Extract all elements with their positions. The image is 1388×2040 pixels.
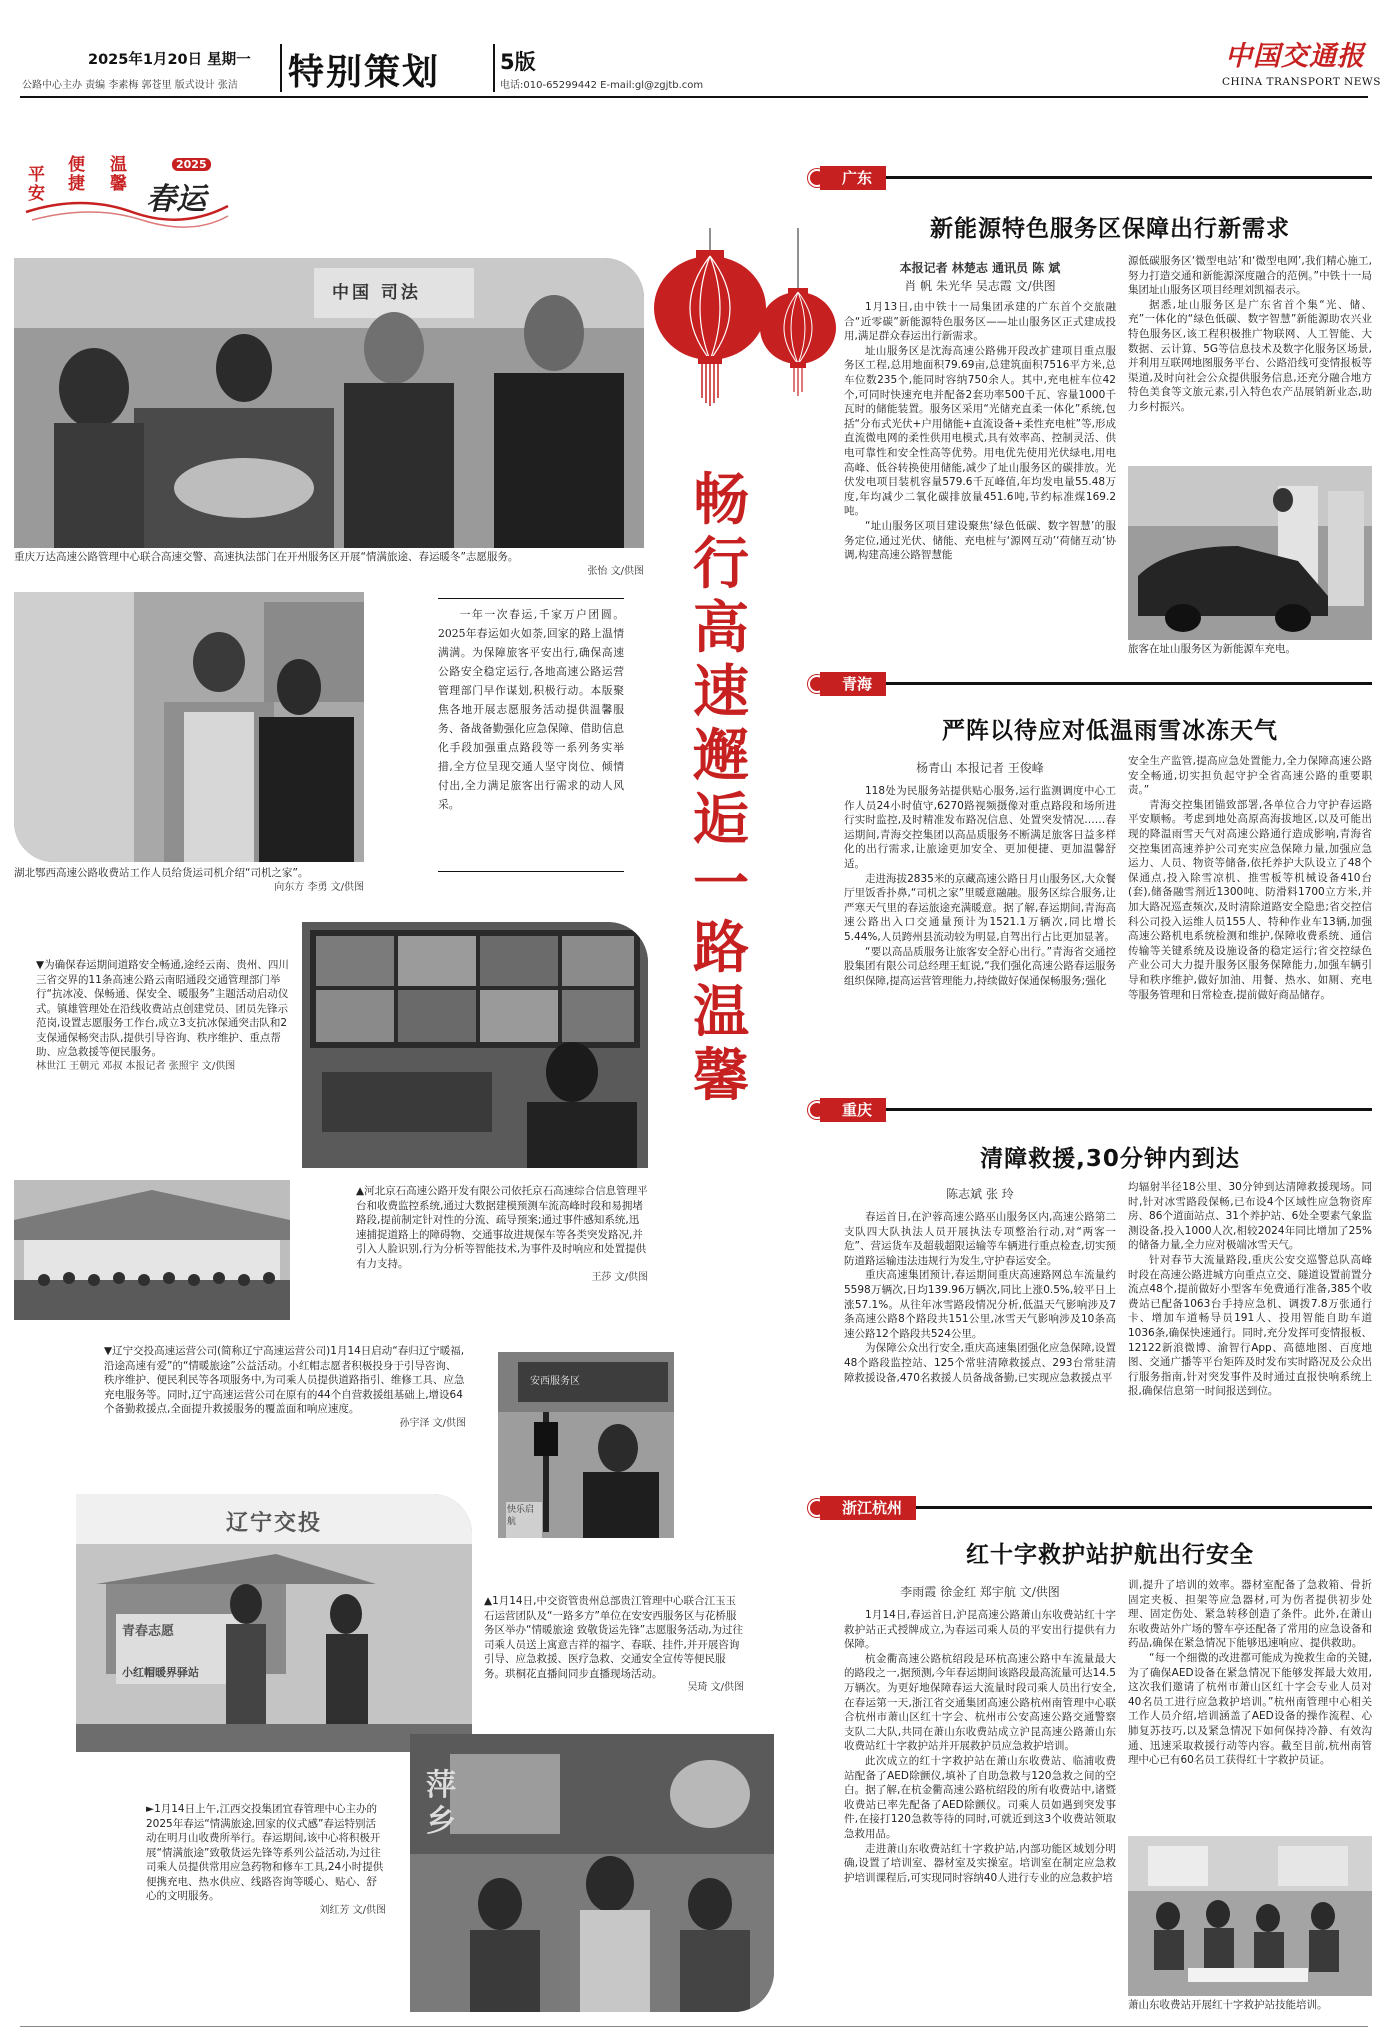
caption-credit: 刘红芳 文/供图 — [319, 1904, 386, 1916]
liaoning-logo: 辽宁交投 — [226, 1511, 323, 1536]
paragraph: “要以高品质服务让旅客安全舒心出行。”青海省交通控股集团有限公司总经理王虹说,“我们强化高速公路春运服务组织保障,提高运营管理能力,持续做好保通保畅服务;强化 — [844, 945, 1116, 987]
caption-text: 湖北鄂西高速公路收费站工作人员给货运司机介绍“司机之家”。 — [14, 867, 309, 879]
paragraph: 训,提升了培训的效率。器材室配备了急救箱、骨折固定夹板、担架等应急器材,可为伤者提供初步处理、固定伤处、紧急转移创造了条件。此外,在萧山东收费站外广场的警车亭还配备了常用的应急设备和药品,确保在紧急情况下能够迅速响应、提供救助。 — [1128, 1579, 1372, 1650]
byline-guangdong-2: 肖 帆 朱光华 吴志霞 文/供图 — [904, 279, 1056, 293]
body-zhejiang-col2 — [1128, 1578, 1372, 1828]
paragraph: 118处为民服务站提供贴心服务,运行监测调度中心工作人员24小时值守,6270路视频摄像对重点路段和场所进行实时监控,及时精准发布路况信息、处置突发情况……春运期间,青海交控集团以高品质服务不断满足旅客日益多样化的出行需求,让旅途更加安全、更加便捷、更加温馨舒适。 — [844, 785, 1116, 870]
byline-guangdong-1: 本报记者 林楚志 通讯员 陈 斌 — [899, 261, 1061, 275]
byline-zhejiang: 李雨霞 徐金红 郑宇航 文/供图 — [900, 1585, 1060, 1599]
volunteer-sign: 小红帽暖界驿站 — [122, 1666, 199, 1679]
paragraph: 为保障公众出行安全,重庆高速集团强化应急保障,设置48个路段监控站、125个常驻清障救援点、293台常驻清障救援设备,470名救援人员备战备勤,已实现应急救援点平 — [844, 1342, 1116, 1384]
masthead-rule-left — [280, 44, 282, 92]
photo-hubei-toll — [14, 592, 364, 862]
caption-credit: 吴琦 文/供图 — [687, 1682, 744, 1693]
paragraph: 走进萧山东收费站红十字救护站,内部功能区域划分明确,设置了培训室、器材室及实操室。培训室在制定应急救护培训课程后,可实现同时容纳40人进行专业的应急救护培 — [844, 1842, 1116, 1884]
caption-credit: 孙宇泽 文/供图 — [399, 1417, 466, 1429]
masthead-rule-mid — [493, 44, 495, 92]
chunyun-banner — [22, 150, 232, 230]
banner-char-2: 便捷 — [68, 155, 85, 194]
photo-hebei-group — [14, 1180, 290, 1320]
masthead-bottom-rule — [20, 96, 1368, 98]
police-sign: 中国 司法 — [332, 283, 421, 303]
caption-photo-3 — [36, 958, 292, 1178]
section-bar-guangdong — [824, 176, 1372, 179]
kuaile-sign: 快乐启航 — [507, 1505, 535, 1527]
caption-text: ▼为确保春运期间道路安全畅通,途经云南、贵州、四川三省交界的11条高速公路云南昭通段交通管理部门举行“抗冰凌、保畅通、保安全、暖服务”主题活动启动仪式。镇雄管理处在沿线收费站点创建党员、团员先锋示范岗,设置志愿服务工作台,成立3支抗冰保通突击队和2支保通保畅突击队,提供引导咨询、秩序维护、重点帮助、应急救援等便民服务。 — [36, 959, 289, 1058]
section-bar-qinghai — [824, 682, 1372, 685]
photo-liaoning-stall — [76, 1494, 472, 1752]
caption-photo-5 — [104, 1344, 466, 1484]
photo-chongqing-volunteer — [14, 258, 644, 548]
body-guangdong-col1 — [844, 300, 1116, 672]
paragraph: 1月13日,由中铁十一局集团承建的广东首个交旅融合“近零碳”新能源特色服务区——址山服务区正式建成投用,满足群众春运出行新需求。 — [844, 301, 1116, 343]
masthead — [0, 0, 1388, 98]
caption-credit: 张怡 文/供图 — [587, 565, 644, 577]
section-title: 特别策划 — [288, 51, 441, 93]
caption-photo-7 — [146, 1802, 386, 2002]
caption-text: ▲1月14日,中交资管贵州总部贵江管理中心联合江玉玉石运营团队及“一路多方”单位在安安西服务区与花桥服务区举办“情暖旅途 致敬货运先锋”志愿服务活动,为过往司乘人员送上寓意吉祥的福字、春联、挂件,并开展咨询引导、应急救援、医疗急救、交通安全宣传等便民服务。珙桐花直播间同步直播现场活动。 — [484, 1595, 744, 1680]
qingchun-sign: 青春志愿 — [122, 1624, 175, 1639]
photo-jiangxi-event — [410, 1734, 774, 2012]
section-tag-chongqing: 重庆 — [820, 1098, 886, 1122]
caption-credit: 向东方 李勇 文/供图 — [274, 881, 364, 893]
byline-chongqing: 陈志斌 张 玲 — [946, 1187, 1014, 1201]
paragraph: 址山服务区是沈海高速公路佛开段改扩建项目重点服务区工程,总用地面积79.69亩,总建筑面积7516平方米,总车位数235个,能同时容纳750余人。其中,充电桩车位42个,可同时快速充电并配备2套功率500千瓦、容量1000千瓦时的储能装置。服务区采用“光储充直柔一体化”系统,包括“分布式光伏+户用储能+直流设备+柔性充电桩”等,形成直流微电网的柔性供用电模式,具有效率高、控制灵活、供电可靠性和安全性高等优势。用电优先使用光伏绿电,用电高峰、低谷转换使用储能,减少了址山服务区的碳排放。光伏发电项目装机容量579.6千瓦峰值,年均发电量55.48万度,年均减少二氧化碳排放量451.6吨,节约标准煤169.2吨。 — [844, 344, 1116, 518]
section-bar-chongqing — [824, 1108, 1372, 1111]
section-tag-qinghai: 青海 — [820, 672, 886, 696]
banner-char-1: 平安 — [28, 165, 45, 204]
caption-text: ►1月14日上午,江西交投集团宜春管理中心主办的2025年春运“情满旅途,回家的仪式感”春运特别活动在明月山收费所举行。春运期间,该中心将积极开展“情满旅途”致敬货运先锋等系列公益活动,为过往司乘人员提供常用应急药物和修车工具,24小时提供便携充电、热水供应、线路咨询等暖心、贴心、舒心的文明服务。 — [146, 1803, 384, 1902]
newspaper-en: CHINA TRANSPORT NEWS — [1222, 76, 1381, 88]
body-chongqing-col2 — [1128, 1180, 1372, 1490]
body-guangdong-col2 — [1128, 254, 1372, 460]
body-zhejiang-col1 — [844, 1608, 1116, 2012]
paragraph: 均辐射半径18公里、30分钟到达清障救援现场。同时,针对冰雪路段保畅,已布设4个区域性应急物资库房、86个道面站点、31个养护站、6处全要素气象监测设备,投入1000人次,相较2024年同比增加了25%的储备力量,全力应对极端冰雪天气。 — [1128, 1181, 1372, 1252]
paragraph: 1月14日,春运首日,沪昆高速公路萧山东收费站红十字救护站正式授牌成立,为春运司乘人员的平安出行提供有力保障。 — [844, 1609, 1116, 1651]
headline-guangdong: 新能源特色服务区保障出行新需求 — [930, 216, 1290, 242]
issue-date: 2025年1月20日 星期一 — [88, 52, 251, 68]
paragraph: 走进海拔2835米的京藏高速公路日月山服务区,大众餐厅里饭香扑鼻,“司机之家”里暖意融融。服务区综合服务,让严寒天气里的春运旅途充满暖意。据了解,春运期间,青海高速公路出入口交通量预计为1521.1万辆次,同比增长5.44%,人员跨州县流动较为明显,自驾出行占比更加显著。 — [844, 872, 1116, 943]
page-bottom-rule — [20, 2026, 1368, 2027]
photo-command-center — [302, 922, 648, 1168]
body-chongqing-col1 — [844, 1210, 1116, 1490]
body-qinghai-col2 — [1128, 754, 1372, 1092]
page-label: 5版 — [500, 50, 536, 74]
paragraph: 据悉,址山服务区是广东省首个集“光、储、充”一体化的“绿色低碳、数字智慧”新能源助农兴业特色服务区,该工程积极推广物联网、人工智能、大数据、云计算、5G等信息技术及数字化服务区场景,并利用互联网地图服务平台、公路沿线可变情报板等渠道,及时向社会公众提供服务信息,还充分融合地方特色美食等文旅元素,引入特色农产品展销新业态,助力乡村振兴。 — [1128, 298, 1372, 413]
paragraph: 此次成立的红十字救护站在萧山东收费站、临浦收费站配备了AED除颤仪,填补了自助急救与120急救之间的空白。据了解,在杭金衢高速公路杭绍段的所有收费站中,诸暨收费站已率先配备了AED除颤仪。司乘人员如遇到突发事件,在接打120急救等待的同时,可就近到这3个收费站领取急救用品。 — [844, 1754, 1116, 1840]
caption-photo-2 — [14, 866, 364, 895]
banner-char-3: 温馨 — [110, 155, 127, 194]
lantern-decoration — [650, 228, 850, 428]
paragraph: “址山服务区项目建设聚焦‘绿色低碳、数字智慧’的服务定位,通过光伏、储能、充电桩与‘源网互动’‘荷储互动’协调,构建高速公路智慧能 — [844, 519, 1116, 562]
caption-text: ▲河北京石高速公路开发有限公司依托京石高速综合信息管理平台和收费监控系统,通过大数据建模预测车流高峰时段和易拥堵路段,提前制定针对性的分流、疏导预案;通过事件感知系统,迅速捕捉道路上的障碍物、交通事故进规保车等各类突发路况,并引入人脸识别,行为分析等智能技术,为事件及时响应和处置提供有力支持。 — [356, 1185, 648, 1270]
caption-text: ▼辽宁交投高速运营公司(简称辽宁高速运营公司)1月14日启动“春归辽宁暖福,沿途高速有爱”的“情暖旅途”公益活动。小红帽志愿者积极投身于引导咨询、秩序维护、便民利民等各项服务中,为司乘人员提供道路指引、维修工具、应急充电服务等。同时,辽宁高速运营公司在原有的44个自营救援组基础上,增设64个备勤救援点,全面提升救援服务的覆盖面和响应速度。 — [104, 1345, 465, 1415]
caption-credit: 王莎 文/供图 — [591, 1272, 648, 1283]
paragraph: 针对春节大流量路段,重庆公安交巡警总队高峰时段在高速公路进城方向重点立交、隧道设置前置分流点48个,提前做好小型客车免费通行准备,385个收费站已配备1063台手持应急机、调拨7.8万张通行卡、增加车道畅导员191人、投用智能自助车道1036条,确保快速通行。同时,充分发挥可变情报板、12122新浪微博、渝智行App、高德地图、百度地图、交通广播等平台矩阵及时发布实时路况及公众出行服务指南,针对突发事件及时通过直报快响系统上报,确保信息第一时间报送到位。 — [1128, 1253, 1372, 1398]
intro-text: 一年一次春运,千家万户团圆。2025年春运如火如荼,回家的路上温情满满。为保障旅客平安出行,确保高速公路安全稳定运行,各地高速公路运营管理部门早作谋划,积极行动。本版聚焦各地开展志愿服务活动提供温馨服务、备战备勤强化应急保障、借助信息化手段加强重点路段等一系列务实举措,全方位呈现交通人坚守岗位、倾情付出,全力满足旅客出行需求的动人风采。 — [438, 608, 624, 811]
section-tag-guangdong: 广东 — [820, 166, 886, 190]
paragraph: 源低碳服务区‘微型电站’和‘微型电网’,我们精心施工,努力打造交通和新能源深度融合的范例。”中铁十一局集团址山服务区项目经理刘凯福表示。 — [1128, 255, 1372, 297]
paragraph: “每一个细微的改进都可能成为挽救生命的关键,为了确保AED设备在紧急情况下能够发挥最大效用,这次我们邀请了杭州市萧山区红十字会专业人员对40名员工进行应急救护培训。”杭州南管理中心相关工作人员介绍,培训涵盖了AED设备的操作流程、心肺复苏技巧,以及紧急情况下如何保持冷静、有效沟通、迅速采取救援行动等内容。截至目前,杭州南管理中心已有60名员工获得红十字救护员证。 — [1128, 1651, 1372, 1767]
banner-title: 春运 — [146, 182, 206, 217]
photo-livestream — [498, 1352, 674, 1538]
paragraph: 安全生产监管,提高应急处置能力,全力保障高速公路安全畅通,切实担负起守护全省高速公路的重要职责。” — [1128, 755, 1372, 797]
caption-photo-6 — [484, 1594, 744, 1754]
intro-box — [438, 598, 624, 872]
photo-redcross-training — [1128, 1836, 1372, 1996]
headline-zhejiang: 红十字救护站护航出行安全 — [966, 1542, 1254, 1568]
caption-redcross: 萧山东收费站开展红十字救护站技能培训。 — [1128, 1999, 1328, 2011]
paragraph: 春运首日,在沪蓉高速公路巫山服务区内,高速公路第二支队四大队执法人员开展执法专项整治行动,对“两客一危”、营运货车及超载超限运输等车辆进行重点检查,切实预防道路运输违法违规行为发生,守护春运安全。 — [844, 1211, 1116, 1267]
headline-qinghai: 严阵以待应对低温雨雪冰冻天气 — [942, 718, 1278, 744]
byline-qinghai: 杨青山 本报记者 王俊峰 — [916, 761, 1044, 775]
section-tag-zhejiang: 浙江杭州 — [820, 1496, 916, 1520]
body-qinghai-col1 — [844, 784, 1116, 1092]
main-headline: 畅行高速 邂逅一路温馨 — [693, 467, 749, 1109]
caption-photo-1 — [14, 550, 644, 579]
photo-ev-charging — [1128, 466, 1372, 640]
paragraph: 杭金衢高速公路杭绍段是环杭高速公路中车流量最大的路段之一,据预测,今年春运期间该路段最高流量可达14.5万辆次。为更好地保障春运大流量时段司乘人员出行安全,在春运第一天,浙江省交通集团高速公路杭州南管理中心联合杭州市萧山区红十字会、杭州市公安高速公路交通警察支队二大队,共同在萧山东收费站成立沪昆高速公路萧山东收费站红十字救护站并开展救护员应急救护培训。 — [844, 1652, 1116, 1753]
caption-photo-4 — [356, 1184, 648, 1330]
caption-credit: 林世江 王朝元 邓叔 本报记者 张照宇 文/供图 — [36, 1060, 236, 1072]
paragraph: 青海交控集团锚致部署,各单位合力守护春运路平安顺畅。考虑到地处高原高海拔地区,以及可能出现的降温雨雪天气对高速公路通行造成影响,青海省交控集团高速养护公司充实应急保障力量,加强应急运力、人员、物资等储备,依托养护大队设立了48个保通点,投入除雪凉机、推雪板等机械设备410台(套),储备融雪剂近1300吨、防滑料1700立方米,并加大路况巡查频次,及时清除道路安全隐患;省交控信科公司投入运维人员155人、特种作业车13辆,加强高速公路机电系统检测和维护,保障收费系统、通信传输等关键系统及设施设备的稳定运行;省交控绿色产业公司大力提升服务区服务保障能力,加强车辆引导和秩序维护,做好加油、用餐、热水、如厕、充电等服务管理和日常检查,提前做好商品储存。 — [1128, 798, 1372, 1001]
newspaper-logo: 中国交通报 — [1225, 41, 1365, 72]
pingxiang-sign: 萍乡 — [426, 1768, 456, 1839]
contact-line: 电话:010-65299442 E-mail:gl@zgjtb.com — [500, 80, 704, 91]
caption-text: 重庆万达高速公路管理中心联合高速交警、高速执法部门在开州服务区开展“情满旅途、春运暖冬”志愿服务。 — [14, 551, 519, 563]
caption-ev: 旅客在址山服务区为新能源车充电。 — [1128, 643, 1296, 655]
editors-line: 公路中心主办 责编 李素梅 郭苍里 版式设计 张洁 — [22, 80, 238, 91]
banner-year: 2025 — [172, 158, 211, 171]
paragraph: 重庆高速集团预计,春运期间重庆高速路网总车流量约5598万辆次,日均139.96万辆次,同比上涨0.5%,较平日上涨57.1%。从往年冰雪路段情况分析,低温天气影响涉及7条高速公路8个路段共151公里,冰雪天气影响涉及10条高速公路12个路段共524公里。 — [844, 1269, 1116, 1340]
service-area-sign: 安西服务区 — [530, 1376, 580, 1387]
headline-chongqing: 清障救援,30分钟内到达 — [980, 1146, 1240, 1172]
